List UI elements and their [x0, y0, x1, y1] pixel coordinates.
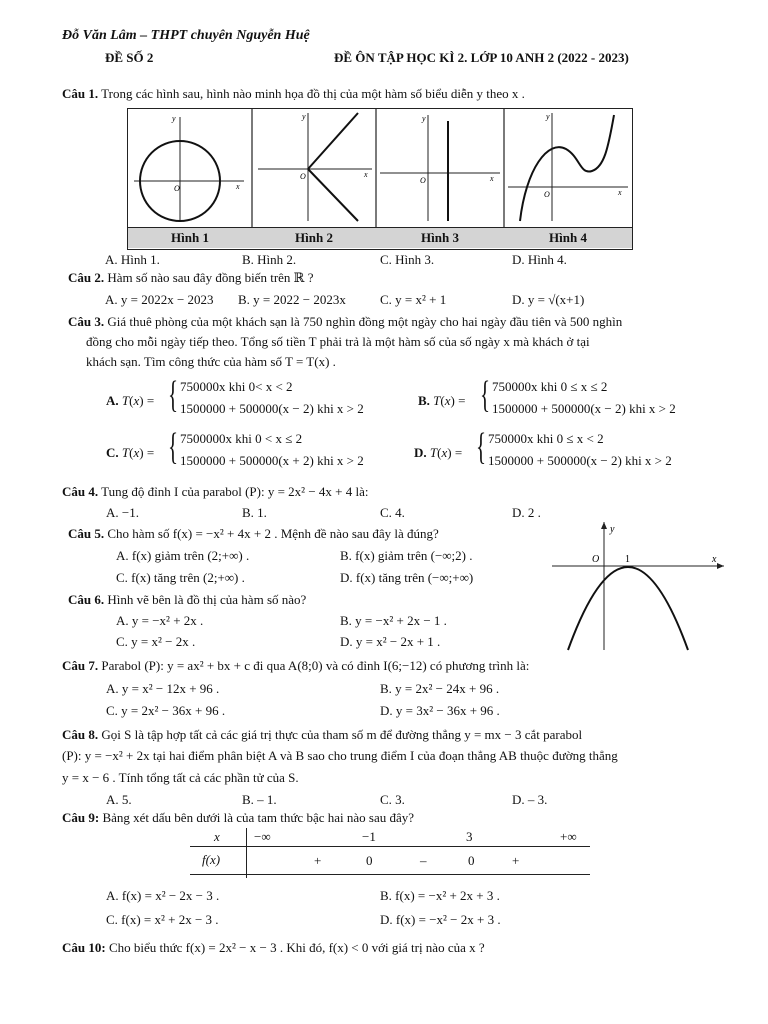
- q6-graph-origin-label: O: [592, 554, 600, 565]
- sign-table-zero1: 0: [366, 853, 373, 868]
- q8-option-a: A. 5.: [106, 792, 132, 807]
- q5-option-a: A. f(x) giảm trên (2;+∞) .: [116, 548, 250, 563]
- q9-sign-table: [190, 828, 590, 880]
- hinh2-v-graph: [258, 112, 372, 221]
- q2-text: Hàm số nào sau đây đồng biến trên ℝ ?: [107, 270, 314, 285]
- q3-option-a-line2: 1500000 + 500000(x − 2) khi x > 2: [180, 401, 364, 416]
- q3-option-d-line2: 1500000 + 500000(x − 2) khi x > 2: [488, 453, 672, 468]
- q9-option-d: D. f(x) = −x² − 2x + 3 .: [380, 912, 501, 927]
- q3-option-b-line1: 750000x khi 0 ≤ x ≤ 2: [492, 379, 608, 394]
- figure-caption-1: Hình 1: [128, 227, 252, 248]
- q7-option-b: B. y = 2x² − 24x + 96 .: [380, 681, 500, 696]
- q10-text: Cho biểu thức f(x) = 2x² − x − 3 . Khi đó, f(x) < 0 với giá trị nào của x ?: [108, 940, 485, 955]
- q5-option-c: C. f(x) tăng trên (2;+∞) .: [116, 570, 245, 585]
- sign-table-bottom-line: [190, 874, 590, 875]
- q3-option-b-prefix: B. T(x) =: [418, 393, 466, 408]
- svg-text:x: x: [236, 182, 240, 191]
- q4-label: Câu 4.: [62, 484, 99, 499]
- q3-text-1: Giá thuê phòng của một khách sạn là 750 nghìn đồng một ngày cho hai ngày đầu tiên và 500 nghìn: [107, 314, 623, 329]
- sign-table-x-header: x: [214, 829, 220, 844]
- q9-option-a: A. f(x) = x² − 2x − 3 .: [106, 888, 220, 903]
- q7-option-d: D. y = 3x² − 36x + 96 .: [380, 703, 500, 718]
- sign-table-root1: −1: [362, 829, 376, 844]
- hinh4-cubic-graph: [508, 112, 628, 221]
- q8-option-b: B. – 1.: [242, 792, 277, 807]
- q8-option-c: C. 3.: [380, 792, 405, 807]
- q8-text-3: y = x − 6 . Tính tổng tất cả các phần tử của S.: [62, 770, 299, 785]
- svg-text:O: O: [300, 172, 306, 181]
- q7-text: Parabol (P): y = ax² + bx + c đi qua A(8;0) và có đỉnh I(6;−12) có phương trình là:: [101, 658, 530, 673]
- q3-option-b-brace: {: [480, 374, 491, 416]
- exam-title: ĐỀ ÔN TẬP HỌC KÌ 2. LỚP 10 ANH 2 (2022 - 2023): [334, 50, 629, 65]
- q4-option-c: C. 4.: [380, 505, 405, 520]
- q5-option-b: B. f(x) giảm trên (−∞;2) .: [340, 548, 473, 563]
- q2-option-a: A. y = 2022x − 2023: [105, 292, 214, 307]
- sign-table-sign2: –: [420, 853, 427, 868]
- q6-label: Câu 6.: [68, 592, 105, 607]
- hinh3-vertical-line-graph: [380, 114, 500, 221]
- q6-graph-one-label: 1: [625, 554, 630, 565]
- q5-option-d: D. f(x) tăng trên (−∞;+∞): [340, 570, 474, 585]
- sign-table-sign1: +: [314, 853, 322, 868]
- exam-number: ĐỀ SỐ 2: [105, 50, 154, 65]
- q8-option-d: D. – 3.: [512, 792, 548, 807]
- q1-option-d: D. Hình 4.: [512, 252, 567, 267]
- svg-text:x: x: [618, 188, 622, 197]
- sign-table-zero2: 0: [468, 853, 475, 868]
- q6-option-c: C. y = x² − 2x .: [116, 634, 196, 649]
- hinh1-circle-graph: [134, 114, 244, 221]
- q8-stem-line1: [62, 727, 582, 743]
- q1-text: Trong các hình sau, hình nào minh họa đồ thị của một hàm số biểu diễn y theo x .: [101, 86, 525, 101]
- q6-parabola-graph: [552, 520, 728, 652]
- author-line: Đỗ Văn Lâm – THPT chuyên Nguyễn Huệ: [62, 28, 310, 43]
- q3-option-c-line2: 1500000 + 500000(x + 2) khi x > 2: [180, 453, 364, 468]
- q3-stem-line1: [68, 314, 622, 330]
- q8-text-1: Gọi S là tập hợp tất cả các giá trị thực của tham số m để đường thẳng y = mx − 3 cắt parabol: [101, 727, 583, 742]
- svg-text:y: y: [546, 112, 550, 121]
- svg-text:O: O: [544, 190, 550, 199]
- q1-option-b: B. Hình 2.: [242, 252, 297, 267]
- sign-table-vline: [246, 828, 247, 878]
- q3-option-c-brace: {: [168, 426, 179, 468]
- q3-option-d-line1: 750000x khi 0 ≤ x < 2: [488, 431, 604, 446]
- q1-label: Câu 1.: [62, 86, 99, 101]
- q4-option-a: A. −1.: [106, 505, 139, 520]
- q9-label: Câu 9:: [62, 810, 100, 825]
- q1-stem: [62, 86, 525, 102]
- q3-option-d-prefix: D. T(x) =: [414, 445, 463, 460]
- q3-text-2: đồng cho mỗi ngày tiếp theo. Tổng số tiền T phải trả là một hàm số của số ngày x mà khách ở tại: [86, 334, 590, 349]
- q6-option-b: B. y = −x² + 2x − 1 .: [340, 613, 447, 628]
- svg-text:x: x: [364, 170, 368, 179]
- q6-option-d: D. y = x² − 2x + 1 .: [340, 634, 441, 649]
- svg-text:y: y: [422, 114, 426, 123]
- svg-text:y: y: [172, 114, 176, 123]
- q10-label: Câu 10:: [62, 940, 106, 955]
- q6-stem: [68, 592, 306, 608]
- q3-option-c-prefix: C. T(x) =: [106, 445, 155, 460]
- q2-option-d: D. y = √(x+1): [512, 292, 585, 307]
- q1-graphs: [128, 109, 632, 227]
- q7-option-c: C. y = 2x² − 36x + 96 .: [106, 703, 226, 718]
- q3-option-a-prefix: A. T(x) =: [106, 393, 155, 408]
- svg-text:x: x: [490, 174, 494, 183]
- figure-caption-3: Hình 3: [376, 227, 504, 248]
- q2-label: Câu 2.: [68, 270, 105, 285]
- q6-text: Hình vẽ bên là đồ thị của hàm số nào?: [107, 592, 307, 607]
- q4-stem: [62, 484, 368, 500]
- svg-text:O: O: [174, 184, 180, 193]
- sign-table-sign3: +: [512, 853, 520, 868]
- q4-text: Tung độ đỉnh I của parabol (P): y = 2x² − 4x + 4 là:: [101, 484, 369, 499]
- q7-label: Câu 7.: [62, 658, 99, 673]
- q8-text-2: (P): y = −x² + 2x tại hai điểm phân biệt A và B sao cho trung điểm I của đoạn thẳng AB thuộc đường thẳng: [62, 748, 618, 763]
- q1-option-c: C. Hình 3.: [380, 252, 435, 267]
- q1-option-a: A. Hình 1.: [105, 252, 160, 267]
- q3-option-a-brace: {: [168, 374, 179, 416]
- q9-text: Bảng xét dấu bên dưới là của tam thức bậc hai nào sau đây?: [102, 810, 415, 825]
- q6-graph-y-label: y: [610, 524, 615, 535]
- q3-option-c-line1: 7500000x khi 0 < x ≤ 2: [180, 431, 303, 446]
- sign-table-hline: [190, 846, 590, 847]
- sign-table-neg-inf: −∞: [254, 829, 271, 844]
- svg-text:y: y: [302, 112, 306, 121]
- q2-stem: [68, 270, 314, 286]
- q9-option-b: B. f(x) = −x² + 2x + 3 .: [380, 888, 500, 903]
- q6-option-a: A. y = −x² + 2x .: [116, 613, 204, 628]
- q4-option-d: D. 2 .: [512, 505, 541, 520]
- q3-option-b-line2: 1500000 + 500000(x − 2) khi x > 2: [492, 401, 676, 416]
- q3-text-3: khách sạn. Tìm công thức của hàm số T = T(x) .: [86, 354, 336, 369]
- q3-option-a-line1: 750000x khi 0< x < 2: [180, 379, 293, 394]
- q10-stem: [62, 940, 485, 956]
- q5-label: Câu 5.: [68, 526, 105, 541]
- q9-option-c: C. f(x) = x² + 2x − 3 .: [106, 912, 219, 927]
- q2-option-b: B. y = 2022 − 2023x: [238, 292, 346, 307]
- sign-table-fx-header: f(x): [202, 852, 221, 867]
- figure-caption-4: Hình 4: [504, 227, 632, 248]
- q4-option-b: B. 1.: [242, 505, 267, 520]
- q6-graph-x-label: x: [712, 554, 717, 565]
- q7-stem: [62, 658, 529, 674]
- q5-text: Cho hàm số f(x) = −x² + 4x + 2 . Mệnh đề nào sau đây là đúng?: [107, 526, 439, 541]
- q9-stem: [62, 810, 414, 826]
- q1-figure-panel: [127, 108, 633, 250]
- q7-option-a: A. y = x² − 12x + 96 .: [106, 681, 220, 696]
- q8-label: Câu 8.: [62, 727, 99, 742]
- svg-text:O: O: [420, 176, 426, 185]
- sign-table-pos-inf: +∞: [560, 829, 577, 844]
- q3-option-d-brace: {: [476, 426, 487, 468]
- q3-label: Câu 3.: [68, 314, 105, 329]
- sign-table-root2: 3: [466, 829, 473, 844]
- q5-stem: [68, 526, 439, 542]
- figure-caption-2: Hình 2: [252, 227, 376, 248]
- q2-option-c: C. y = x² + 1: [380, 292, 447, 307]
